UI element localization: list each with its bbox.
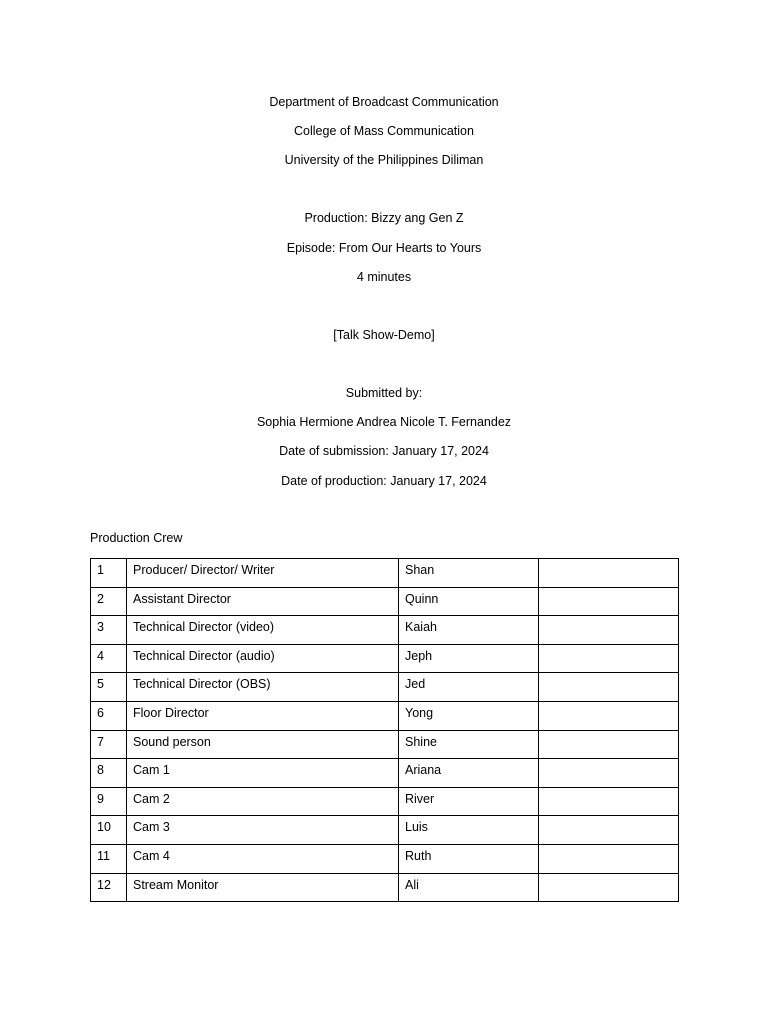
duration-line: 4 minutes: [356, 270, 412, 284]
crew-role-cell: Floor Director: [127, 701, 399, 730]
crew-extra-cell: [539, 701, 679, 730]
crew-name-cell: River: [399, 787, 539, 816]
crew-role-cell: Cam 1: [127, 759, 399, 788]
crew-role-cell: Assistant Director: [127, 587, 399, 616]
crew-extra-cell: [539, 759, 679, 788]
crew-number-cell: 4: [91, 644, 127, 673]
crew-section-title: Production Crew: [90, 531, 183, 545]
crew-name-cell: Yong: [399, 701, 539, 730]
production-date: Date of production: January 17, 2024: [281, 474, 487, 488]
college-line: College of Mass Communication: [294, 124, 474, 138]
table-row: [91, 673, 679, 702]
table-row: [91, 587, 679, 616]
crew-role-cell: Producer/ Director/ Writer: [127, 559, 399, 588]
university-line: University of the Philippines Diliman: [284, 153, 484, 167]
crew-extra-cell: [539, 616, 679, 645]
table-row: [91, 559, 679, 588]
crew-extra-cell: [539, 873, 679, 902]
table-row: [91, 873, 679, 902]
format-line: [Talk Show-Demo]: [333, 328, 435, 342]
table-row: [91, 844, 679, 873]
department-line: Department of Broadcast Communication: [269, 95, 499, 109]
crew-number-cell: 3: [91, 616, 127, 645]
table-row: [91, 816, 679, 845]
crew-number-cell: 11: [91, 844, 127, 873]
crew-name-cell: Luis: [399, 816, 539, 845]
crew-number-cell: 12: [91, 873, 127, 902]
crew-number-cell: 5: [91, 673, 127, 702]
crew-number-cell: 6: [91, 701, 127, 730]
crew-role-cell: Cam 4: [127, 844, 399, 873]
episode-title: Episode: From Our Hearts to Yours: [286, 241, 482, 255]
crew-role-cell: Technical Director (OBS): [127, 673, 399, 702]
crew-table: [90, 558, 679, 902]
crew-name-cell: Shan: [399, 559, 539, 588]
crew-role-cell: Cam 3: [127, 816, 399, 845]
crew-name-cell: Jed: [399, 673, 539, 702]
crew-name-cell: Ariana: [399, 759, 539, 788]
crew-role-cell: Sound person: [127, 730, 399, 759]
table-row: [91, 616, 679, 645]
crew-number-cell: 9: [91, 787, 127, 816]
table-row: [91, 730, 679, 759]
crew-role-cell: Cam 2: [127, 787, 399, 816]
submission-date: Date of submission: January 17, 2024: [279, 444, 489, 458]
crew-extra-cell: [539, 673, 679, 702]
table-row: [91, 701, 679, 730]
crew-name-cell: Ali: [399, 873, 539, 902]
crew-name-cell: Shine: [399, 730, 539, 759]
table-row: [91, 787, 679, 816]
crew-extra-cell: [539, 844, 679, 873]
crew-name-cell: Ruth: [399, 844, 539, 873]
crew-role-cell: Technical Director (audio): [127, 644, 399, 673]
crew-number-cell: 7: [91, 730, 127, 759]
table-row: [91, 644, 679, 673]
crew-number-cell: 2: [91, 587, 127, 616]
crew-name-cell: Jeph: [399, 644, 539, 673]
crew-number-cell: 1: [91, 559, 127, 588]
crew-number-cell: 10: [91, 816, 127, 845]
crew-role-cell: Stream Monitor: [127, 873, 399, 902]
crew-extra-cell: [539, 559, 679, 588]
author-name: Sophia Hermione Andrea Nicole T. Fernandez: [256, 415, 512, 429]
crew-number-cell: 8: [91, 759, 127, 788]
crew-name-cell: Kaiah: [399, 616, 539, 645]
crew-name-cell: Quinn: [399, 587, 539, 616]
table-row: [91, 759, 679, 788]
crew-extra-cell: [539, 730, 679, 759]
crew-role-cell: Technical Director (video): [127, 616, 399, 645]
crew-extra-cell: [539, 787, 679, 816]
crew-extra-cell: [539, 644, 679, 673]
production-title: Production: Bizzy ang Gen Z: [304, 211, 464, 225]
submitted-by-label: Submitted by:: [345, 386, 423, 400]
crew-extra-cell: [539, 587, 679, 616]
crew-extra-cell: [539, 816, 679, 845]
